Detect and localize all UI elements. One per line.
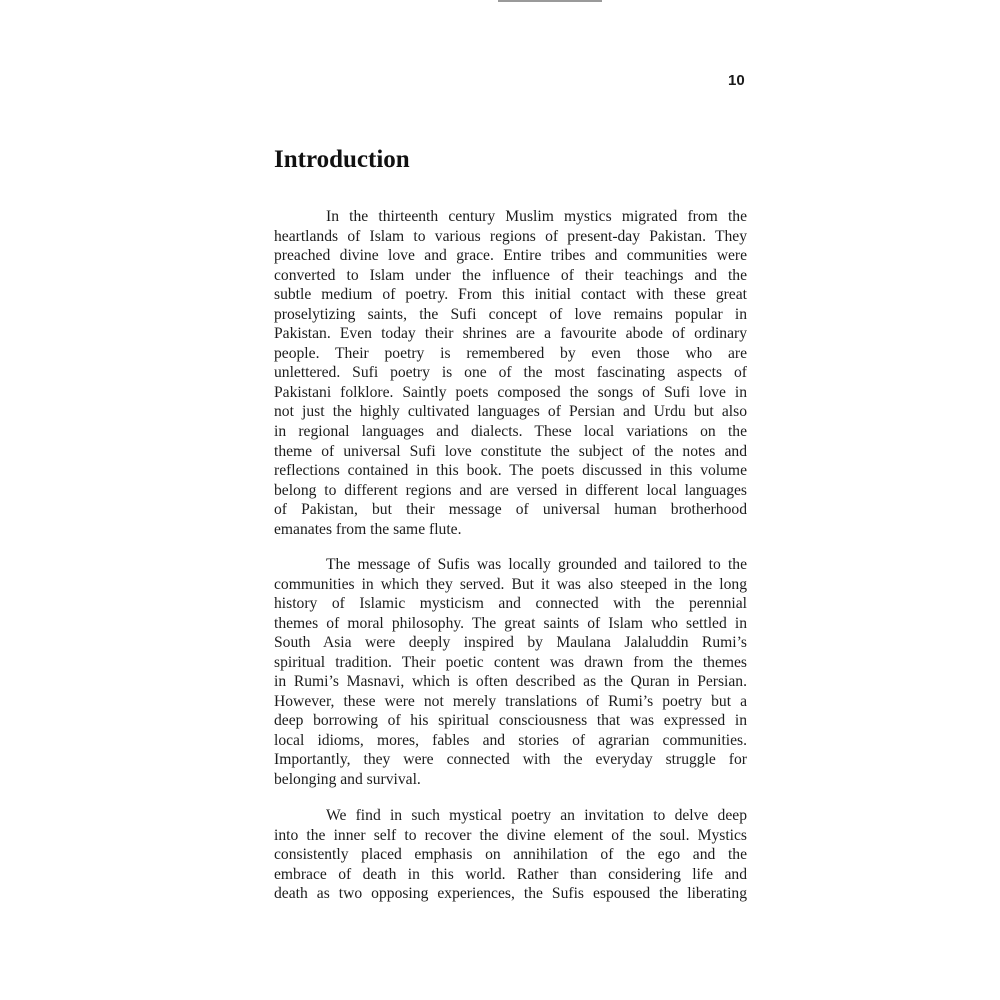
chapter-title: Introduction [274,146,410,173]
text-line: proselytizing saints, the Sufi concept of love remains popular in [274,305,747,323]
text-line: In the thirteenth century Muslim mystics migrated from the [326,208,747,225]
text-line: themes of moral philosophy. The great saints of Islam who settled in [274,614,747,632]
text-line: in regional languages and dialects. These local variations on the [274,423,747,441]
text-line: into the inner self to recover the divine element of the soul. Mystics [274,826,747,844]
text-line: reflections contained in this book. The poets discussed in this volume [274,462,747,480]
text-line: deep borrowing of his spiritual consciousness that was expressed in [274,712,747,730]
text-line: history of Islamic mysticism and connected with the perennial [274,595,747,613]
text-line: The message of Sufis was locally grounded and tailored to the [326,556,747,573]
page-edge-line [498,0,602,2]
paragraph-2 [274,555,747,790]
text-line: of Pakistan, but their message of universal human brotherhood [274,501,747,519]
text-line: subtle medium of poetry. From this initial contact with these great [274,286,747,304]
text-line: local idioms, mores, fables and stories of agrarian communities. [274,731,747,749]
text-line: in Rumi’s Masnavi, which is often described as the Quran in Persian. [274,673,747,691]
paragraph-3 [274,806,747,904]
page-number: 10 [728,72,745,89]
text-line: communities in which they served. But it was also steeped in the long [274,575,747,593]
text-line: heartlands of Islam to various regions of present-day Pakistan. They [274,227,747,245]
text-line: embrace of death in this world. Rather than considering life and [274,865,747,883]
text-line: spiritual tradition. Their poetic content was drawn from the themes [274,653,747,671]
text-line: emanates from the same flute. [274,520,462,538]
text-line: However, these were not merely translations of Rumi’s poetry but a [274,692,747,710]
text-line: We find in such mystical poetry an invitation to delve deep [326,807,747,824]
text-line: Pakistani folklore. Saintly poets composed the songs of Sufi love in [274,383,747,401]
text-line: theme of universal Sufi love constitute the subject of the notes and [274,442,747,460]
text-line: death as two opposing experiences, the Sufis espoused the liberating [274,885,747,903]
paragraph-1 [274,207,747,539]
text-line: Importantly, they were connected with the everyday struggle for [274,751,747,769]
text-line: belong to different regions and are versed in different local languages [274,481,747,499]
text-line: South Asia were deeply inspired by Maulana Jalaluddin Rumi’s [274,634,747,652]
text-line: converted to Islam under the influence of their teachings and the [274,266,747,284]
text-line: people. Their poetry is remembered by even those who are [274,344,747,362]
text-line: preached divine love and grace. Entire tribes and communities were [274,247,747,265]
text-line: not just the highly cultivated languages of Persian and Urdu but also [274,403,747,421]
text-line: belonging and survival. [274,771,421,789]
text-line: consistently placed emphasis on annihilation of the ego and the [274,846,747,864]
text-line: Pakistan. Even today their shrines are a favourite abode of ordinary [274,325,747,343]
text-line: unlettered. Sufi poetry is one of the most fascinating aspects of [274,364,747,382]
